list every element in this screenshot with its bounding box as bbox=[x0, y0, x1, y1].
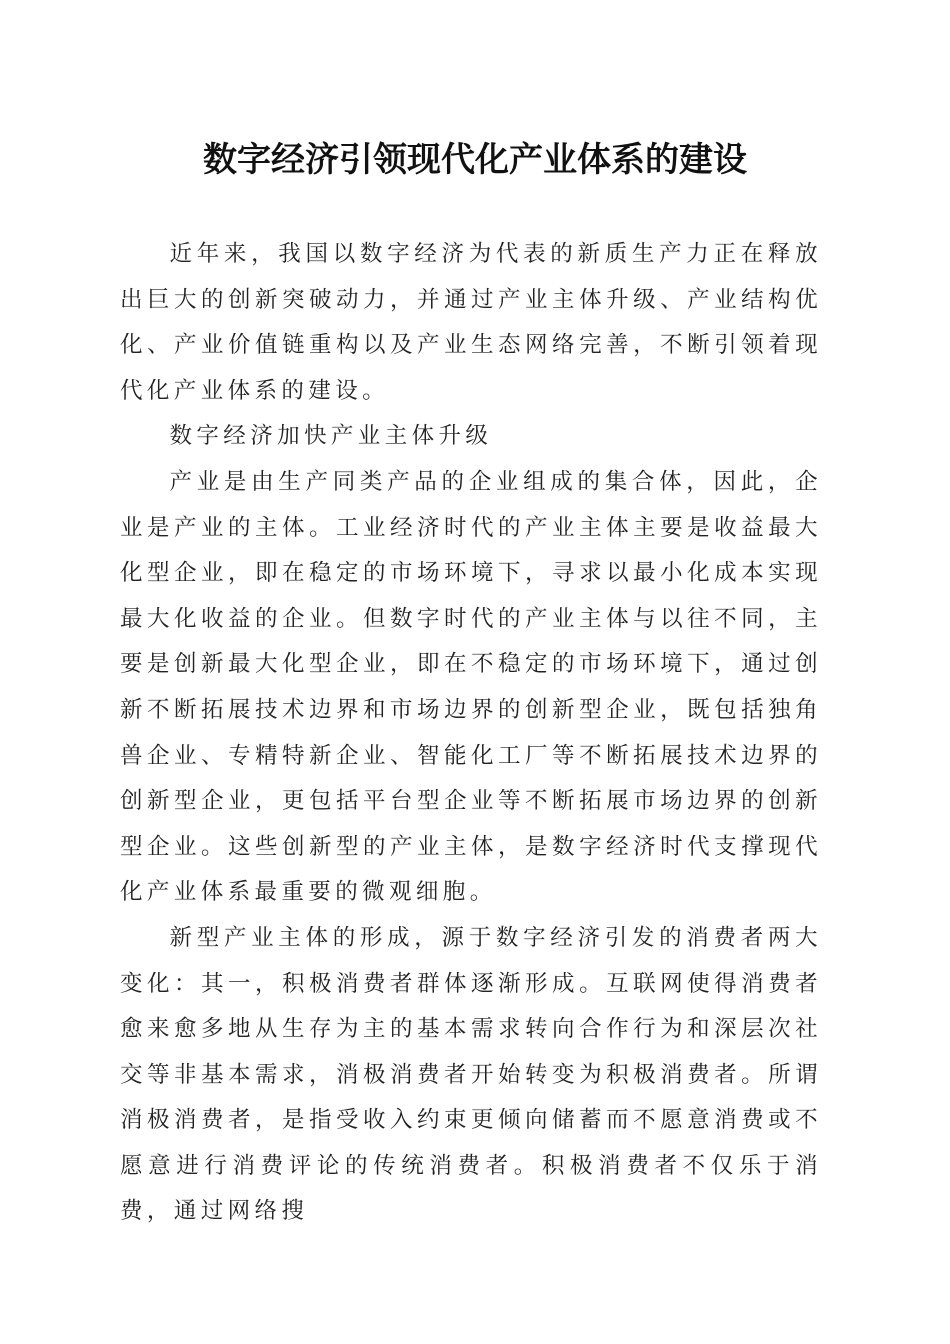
paragraph-intro: 近年来，我国以数字经济为代表的新质生产力正在释放出巨大的创新突破动力，并通过产业主体升级、产业结构优化、产业价值链重构以及产业生态网络完善，不断引领着现代化产业体系的建设。 bbox=[120, 241, 822, 404]
document-title: 数字经济引领现代化产业体系的建设 bbox=[203, 140, 747, 180]
document-body bbox=[120, 232, 822, 1235]
paragraph-industry-subject: 产业是由生产同类产品的企业组成的集合体，因此，企业是产业的主体。工业经济时代的产业主体主要是收益最大化型企业，即在稳定的市场环境下，寻求以最小化成本实现最大化收益的企业。但数字时代的产业主体与以往不同，主要是创新最大化型企业，即在不稳定的市场环境下，通过创新不断拓展技术边界和市场边界的创新型企业，既包括独角兽企业、专精特新企业、智能化工厂等不断拓展技术边界的创新型企业，更包括平台型企业等不断拓展市场边界的创新型企业。这些创新型的产业主体，是数字经济时代支撑现代化产业体系最重要的微观细胞。 bbox=[120, 468, 822, 906]
section-heading: 数字经济加快产业主体升级 bbox=[169, 423, 493, 450]
paragraph-consumer-change: 新型产业主体的形成，源于数字经济引发的消费者两大变化：其一，积极消费者群体逐渐形成。互联网使得消费者愈来愈多地从生存为主的基本需求转向合作行为和深层次社交等非基本需求，消极消费者开始转变为积极消费者。所谓消极消费者，是指受收入约束更倾向储蓄而不愿意消费或不愿意进行消费评论的传统消费者。积极消费者不仅乐于消费，通过网络搜 bbox=[120, 924, 822, 1225]
